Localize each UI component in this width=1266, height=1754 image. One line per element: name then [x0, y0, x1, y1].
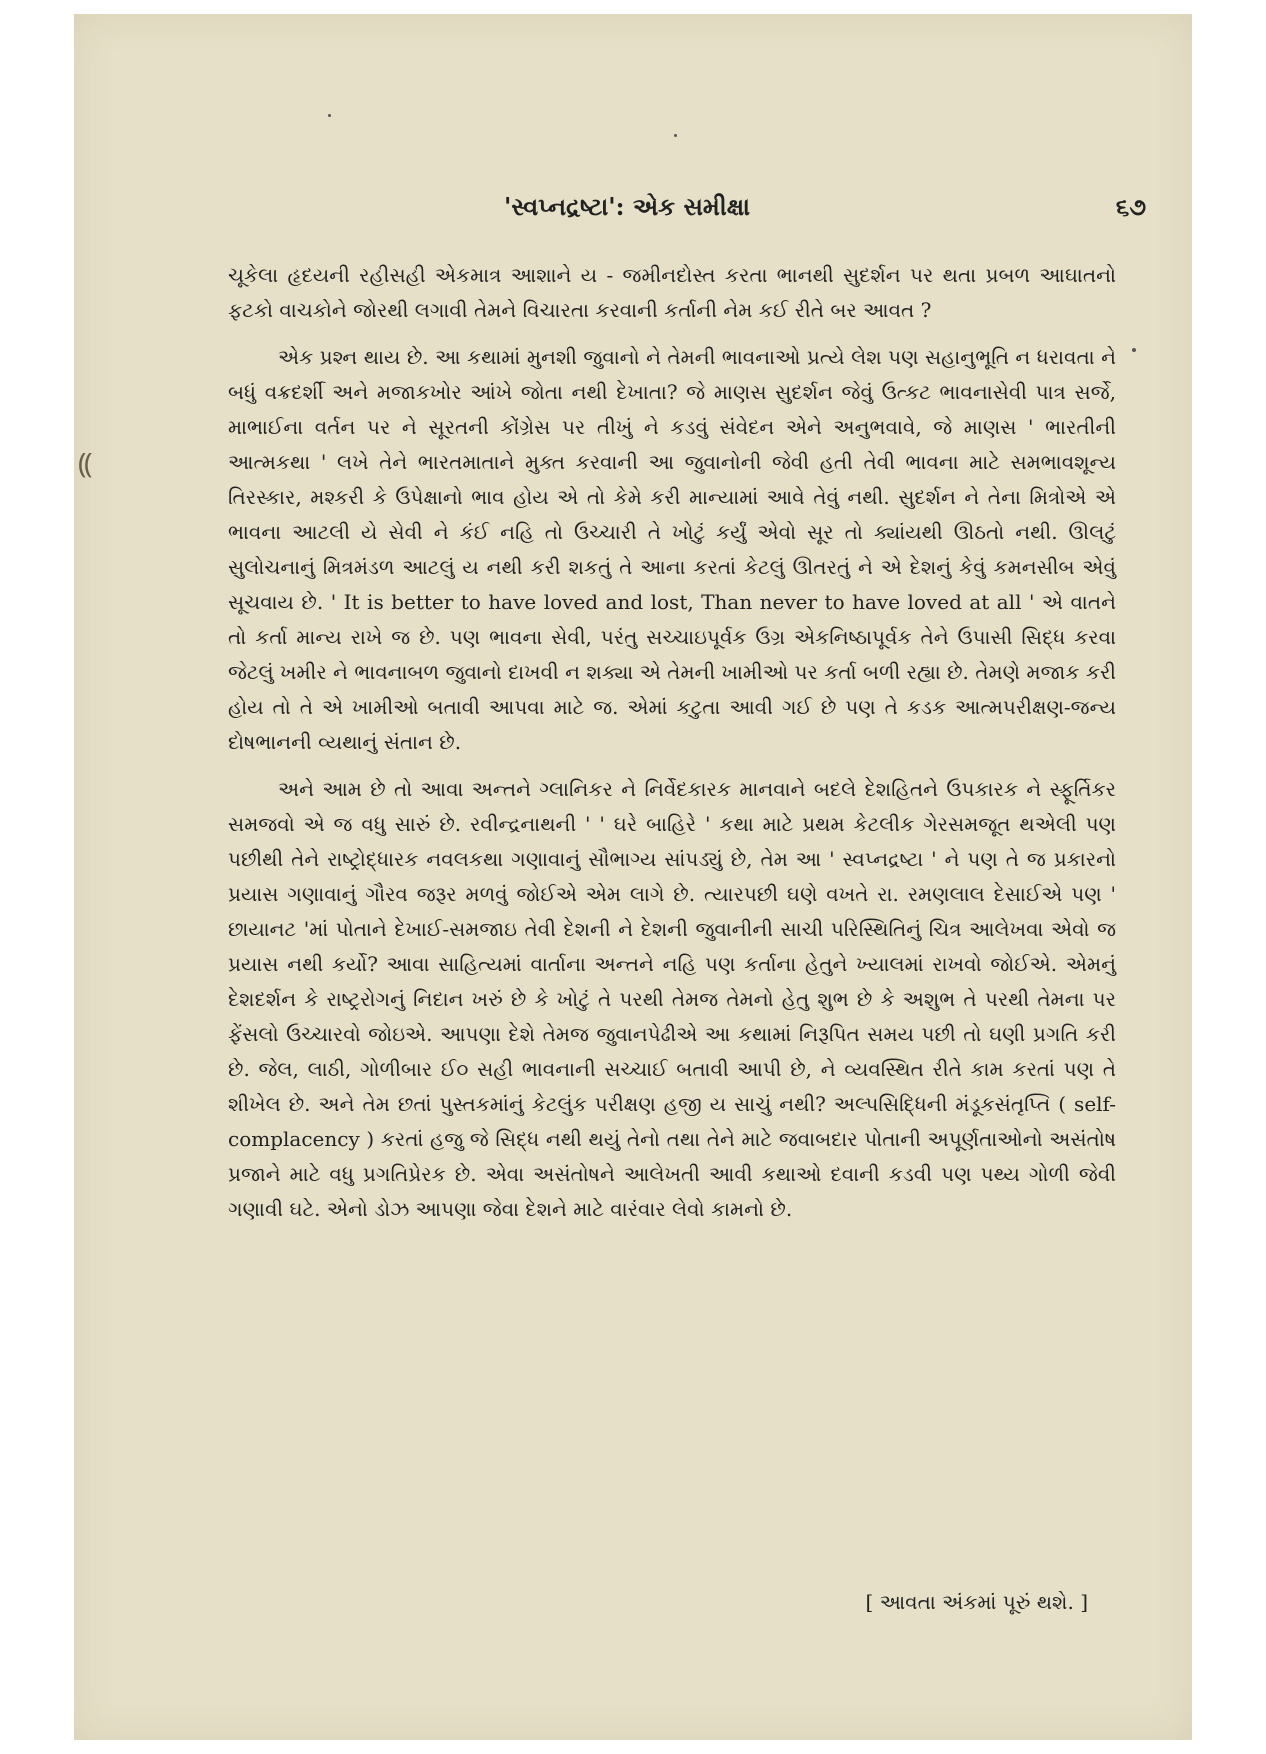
scan-speck: [328, 114, 331, 117]
article-body: [228, 258, 1116, 1239]
paragraph-continuation: ચૂકેલા હૃદયની રહીસહી એકમાત્ર આશાને ય - જમીનદોસ્ત કરતા ભાનથી સુદર્શન પર થતા પ્રબળ આઘાતનો ફટકો વાચકોને જોરથી લગાવી તેમને વિચારતા કરવાની કર્તાની નેમ કઈ રીતે બર આવત ?: [228, 263, 1116, 322]
page-header: [74, 192, 1192, 232]
margin-bracket-mark: ⸨: [78, 447, 93, 480]
running-title: 'સ્વપ્નદ્રષ્ટા': એક સમીક્ષા: [504, 192, 750, 221]
scan-speck: [1132, 348, 1136, 352]
paragraph-question: એક પ્રશ્ન થાય છે. આ કથામાં મુનશી જુવાનો ને તેમની ભાવનાઓ પ્રત્યે લેશ પણ સહાનુભૂતિ ન ધરાવતા ને બધું વક્રદર્શી અને મજાકખોર આંખે જોતા નથી દેખાતા? જે માણસ સુદર્શન જેવું ઉત્કટ ભાવનાસેવી પાત્ર સર્જે, માભાઈના વર્તન પર ને સૂરતની કોંગ્રેસ પર તીખું ને કડવું સંવેદન એને અનુભવાવે, જે માણસ ' ભારતીની આત્મકથા ' લખે તેને ભારતમાતાને મુક્ત કરવાની આ જુવાનોની જેવી હતી તેવી ભાવના માટે સમભાવશૂન્ય તિરસ્કાર, મશ્કરી કે ઉપેક્ષાનો ભાવ હોય એ તો કેમે કરી માન્યામાં આવે તેવું નથી. સુદર્શન ને તેના મિત્રોએ એ ભાવના આટલી યે સેવી ને કંઈ નહિ તો ઉચ્ચારી તે ખોટું કર્યું એવો સૂર તો ક્યાંયથી ઊઠતો નથી. ઊલટું સુલોચનાનું મિત્રમંડળ આટલું ય નથી કરી શકતું તે આના કરતાં કેટલું ઊતરતું ને એ દેશનું કેવું કમનસીબ એવું સૂચવાય છે. ' It is better to have loved and lost, Than never to have loved at all ' એ વાતને તો કર્તા માન્ય રાખે જ છે. પણ ભાવના સેવી, પરંતુ સચ્ચાઇપૂર્વક ઉગ્ર એકનિષ્ઠાપૂર્વક તેને ઉપાસી સિદ્ધ કરવા જેટલું ખમીર ને ભાવનાબળ જુવાનો દાખવી ન શક્યા એ તેમની ખામીઓ પર કર્તા બળી રહ્યા છે. તેમણે મજાક કરી હોય તો તે એ ખામીઓ બતાવી આપવા માટે જ. એમાં કટુતા આવી ગઈ છે પણ તે કડક આત્મપરીક્ષણ-જન્ય દોષભાનની વ્યથાનું સંતાન છે.: [228, 345, 1116, 754]
book-page: [74, 14, 1192, 1740]
to-be-continued-note: [ આવતા અંકમાં પૂરું થશે. ]: [865, 1590, 1088, 1614]
page-number: ૬૭: [1115, 192, 1146, 221]
paragraph-conclusion: અને આમ છે તો આવા અન્તને ગ્લાનિકર ને નિર્વેદકારક માનવાને બદલે દેશહિતને ઉપકારક ને સ્ફૂર્તિકર સમજવો એ જ વધુ સારું છે. રવીન્દ્રનાથની ' ' ઘરે બાહિરે ' કથા માટે પ્રથમ કેટલીક ગેરસમજૂત થએલી પણ પછીથી તેને રાષ્ટ્રોદ્ધારક નવલકથા ગણાવાનું સૌભાગ્ય સાંપડ્યું છે, તેમ આ ' સ્વપ્નદ્રષ્ટા ' ને પણ તે જ પ્રકારનો પ્રયાસ ગણાવાનું ગૌરવ જરૂર મળવું જોઈએ એમ લાગે છે. ત્યારપછી ઘણે વખતે રા. રમણલાલ દેસાઈએ પણ ' છાયાનટ 'માં પોતાને દેખાઈ-સમજાઇ તેવી દેશની ને દેશની જુવાનીની સાચી પરિસ્થિતિનું ચિત્ર આલેખવા એવો જ પ્રયાસ નથી કર્યો? આવા સાહિત્યમાં વાર્તાના અન્તને નહિ પણ કર્તાના હેતુને ખ્યાલમાં રાખવો જોઈએ. એમનું દેશદર્શન કે રાષ્ટ્રરોગનું નિદાન ખરું છે કે ખોટું તે પરથી તેમજ તેમનો હેતુ શુભ છે કે અશુભ તે પરથી તેમના પર ફેંસલો ઉચ્ચારવો જોઇએ. આપણા દેશે તેમજ જુવાનપેઢીએ આ કથામાં નિરૂપિત સમય પછી તો ઘણી પ્રગતિ કરી છે. જેલ, લાઠી, ગોળીબાર ઈ૦ સહી ભાવનાની સચ્ચાઈ બતાવી આપી છે, ને વ્યવસ્થિત રીતે કામ કરતાં પણ તે શીખેલ છે. અને તેમ છતાં પુસ્તકમાંનું કેટલુંક પરીક્ષણ હજી ય સાચું નથી? અલ્પસિદ્ધિની મંડૂકસંતૃપ્તિ ( self-complacency ) કરતાં હજુ જે સિદ્ધ નથી થયું તેનો તથા તેને માટે જવાબદાર પોતાની અપૂર્ણતાઓનો અસંતોષ પ્રજાને માટે વધુ પ્રગતિપ્રેરક છે. એવા અસંતોષને આલેખતી આવી કથાઓ દવાની કડવી પણ પથ્ય ગોળી જેવી ગણાવી ઘટે. એનો ડોઝ આપણા જેવા દેશને માટે વારંવાર લેવો કામનો છે.: [228, 777, 1116, 1221]
scan-speck: [674, 134, 677, 137]
